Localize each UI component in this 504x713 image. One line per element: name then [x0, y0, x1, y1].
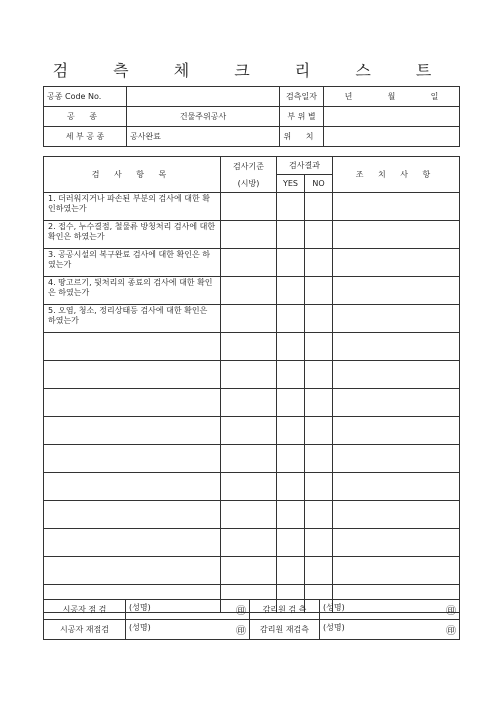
checklist-no-cell[interactable] [305, 445, 333, 473]
checklist-item-text [44, 417, 221, 445]
work-type-value[interactable]: 건물주위공사 [127, 107, 280, 127]
checklist-row [44, 305, 460, 333]
checklist-item-text [44, 389, 221, 417]
checklist-yes-cell[interactable] [277, 529, 305, 557]
checklist-action-cell[interactable] [333, 277, 460, 305]
checklist-item-text [44, 557, 221, 585]
checklist-criteria-cell[interactable] [221, 193, 277, 221]
checklist-no-cell[interactable] [305, 473, 333, 501]
sign-name-label: (성명) [323, 603, 345, 612]
checklist-criteria-cell[interactable] [221, 249, 277, 277]
checklist-yes-cell[interactable] [277, 501, 305, 529]
checklist-no-cell[interactable] [305, 389, 333, 417]
sign-name-label: (성명) [129, 603, 151, 612]
checklist-action-cell[interactable] [333, 501, 460, 529]
checklist-no-cell[interactable] [305, 417, 333, 445]
checklist-criteria-cell[interactable] [221, 305, 277, 333]
checklist-criteria-cell[interactable] [221, 361, 277, 389]
date-month: 월 [387, 92, 396, 101]
supervisor-reinspect-sign[interactable] [320, 620, 460, 640]
location-label: 위 치 [280, 127, 324, 147]
checklist-item-text [44, 361, 221, 389]
checklist-criteria-cell[interactable] [221, 417, 277, 445]
checklist-criteria-cell[interactable] [221, 529, 277, 557]
checklist-row [44, 501, 460, 529]
checklist-yes-cell[interactable] [277, 249, 305, 277]
checklist-yes-cell[interactable] [277, 389, 305, 417]
checklist-action-cell[interactable] [333, 389, 460, 417]
checklist-row [44, 529, 460, 557]
checklist-action-cell[interactable] [333, 305, 460, 333]
checklist-criteria-cell[interactable] [221, 221, 277, 249]
checklist-item-text: 3. 공공시설의 복구완료 검사에 대한 확인은 하였는가 [44, 249, 221, 277]
checklist-row [44, 193, 460, 221]
checklist-no-cell[interactable] [305, 557, 333, 585]
checklist-table [43, 156, 460, 613]
checklist-criteria-cell[interactable] [221, 277, 277, 305]
checklist-criteria-cell[interactable] [221, 445, 277, 473]
col-action-header: 조 치 사 항 [333, 157, 460, 193]
checklist-no-cell[interactable] [305, 305, 333, 333]
checklist-item-text [44, 529, 221, 557]
checklist-yes-cell[interactable] [277, 333, 305, 361]
col-criteria-line2: (시방) [237, 178, 260, 188]
sign-name-label: (성명) [323, 623, 345, 632]
col-result-header: 검사결과 [277, 157, 333, 175]
checklist-row [44, 445, 460, 473]
checklist-no-cell[interactable] [305, 529, 333, 557]
contractor-inspect-label: 시공자 점 검 [44, 600, 126, 620]
checklist-no-cell[interactable] [305, 277, 333, 305]
checklist-item-text: 1. 더러워지거나 파손된 부분의 검사에 대한 확인하였는가 [44, 193, 221, 221]
checklist-no-cell[interactable] [305, 501, 333, 529]
checklist-criteria-cell[interactable] [221, 501, 277, 529]
header-table [43, 86, 460, 147]
checklist-row [44, 249, 460, 277]
checklist-item-text [44, 501, 221, 529]
checklist-row [44, 417, 460, 445]
work-type-label: 공 종 [44, 107, 127, 127]
supervisor-inspect-label: 감리원 검 측 [250, 600, 320, 620]
checklist-row [44, 221, 460, 249]
checklist-yes-cell[interactable] [277, 557, 305, 585]
supervisor-inspect-sign[interactable] [320, 600, 460, 620]
checklist-item-text: 2. 접수, 누수결점, 철물류 방청처리 검사에 대한 확인은 하였는가 [44, 221, 221, 249]
checklist-action-cell[interactable] [333, 193, 460, 221]
checklist-yes-cell[interactable] [277, 445, 305, 473]
code-label: 공종 Code No. [44, 87, 127, 107]
checklist-no-cell[interactable] [305, 249, 333, 277]
checklist-no-cell[interactable] [305, 193, 333, 221]
checklist-item-text: 5. 오염, 청소, 정리상태등 검사에 대한 확인은 하였는가 [44, 305, 221, 333]
checklist-yes-cell[interactable] [277, 417, 305, 445]
checklist-row [44, 473, 460, 501]
part-label: 부 위 별 [280, 107, 324, 127]
detail-value[interactable]: 공사완료 [127, 127, 280, 147]
checklist-action-cell[interactable] [333, 221, 460, 249]
checklist-item-text [44, 445, 221, 473]
detail-label: 세 부 공 종 [44, 127, 127, 147]
checklist-action-cell[interactable] [333, 529, 460, 557]
col-criteria-line1: 검사기준 [233, 161, 264, 171]
checklist-yes-cell[interactable] [277, 473, 305, 501]
seal-icon: ㊞ [236, 606, 246, 617]
contractor-inspect-sign[interactable] [126, 600, 250, 620]
checklist-yes-cell[interactable] [277, 277, 305, 305]
seal-icon: ㊞ [446, 626, 456, 637]
checklist-row [44, 333, 460, 361]
checklist-yes-cell[interactable] [277, 193, 305, 221]
checklist-item-text [44, 333, 221, 361]
checklist-row [44, 277, 460, 305]
part-value[interactable] [324, 107, 460, 127]
checklist-criteria-cell[interactable] [221, 333, 277, 361]
checklist-action-cell[interactable] [333, 557, 460, 585]
checklist-action-cell[interactable] [333, 445, 460, 473]
seal-icon: ㊞ [236, 626, 246, 637]
contractor-reinspect-label: 시공자 재점검 [44, 620, 126, 640]
checklist-action-cell[interactable] [333, 333, 460, 361]
checklist-action-cell[interactable] [333, 249, 460, 277]
date-day: 일 [430, 92, 439, 101]
supervisor-reinspect-label: 감리원 재검측 [250, 620, 320, 640]
contractor-reinspect-sign[interactable] [126, 620, 250, 640]
checklist-item-text [44, 473, 221, 501]
signature-table [43, 599, 460, 640]
checklist-row [44, 557, 460, 585]
page-title: 검 측 체 크 리 스 트 [52, 61, 452, 80]
date-year: 년 [344, 92, 353, 101]
checklist-yes-cell[interactable] [277, 305, 305, 333]
date-label: 검측일자 [280, 87, 324, 107]
col-no-header: NO [305, 175, 333, 193]
checklist-no-cell[interactable] [305, 333, 333, 361]
seal-icon: ㊞ [446, 606, 456, 617]
checklist-criteria-cell[interactable] [221, 557, 277, 585]
checklist-row [44, 389, 460, 417]
checklist-yes-cell[interactable] [277, 361, 305, 389]
checklist-yes-cell[interactable] [277, 221, 305, 249]
col-criteria-header [221, 157, 277, 193]
sign-name-label: (성명) [129, 623, 151, 632]
checklist-no-cell[interactable] [305, 221, 333, 249]
location-value[interactable] [324, 127, 460, 147]
checklist-action-cell[interactable] [333, 473, 460, 501]
checklist-criteria-cell[interactable] [221, 389, 277, 417]
checklist-action-cell[interactable] [333, 361, 460, 389]
code-value[interactable] [127, 87, 280, 107]
checklist-criteria-cell[interactable] [221, 473, 277, 501]
col-item-header: 검 사 항 목 [44, 157, 221, 193]
checklist-action-cell[interactable] [333, 417, 460, 445]
checklist-item-text: 4. 땅고르기, 뒷처리의 종료의 검사에 대한 확인은 하였는가 [44, 277, 221, 305]
col-yes-header: YES [277, 175, 305, 193]
checklist-no-cell[interactable] [305, 361, 333, 389]
date-value[interactable] [324, 87, 460, 107]
checklist-row [44, 361, 460, 389]
